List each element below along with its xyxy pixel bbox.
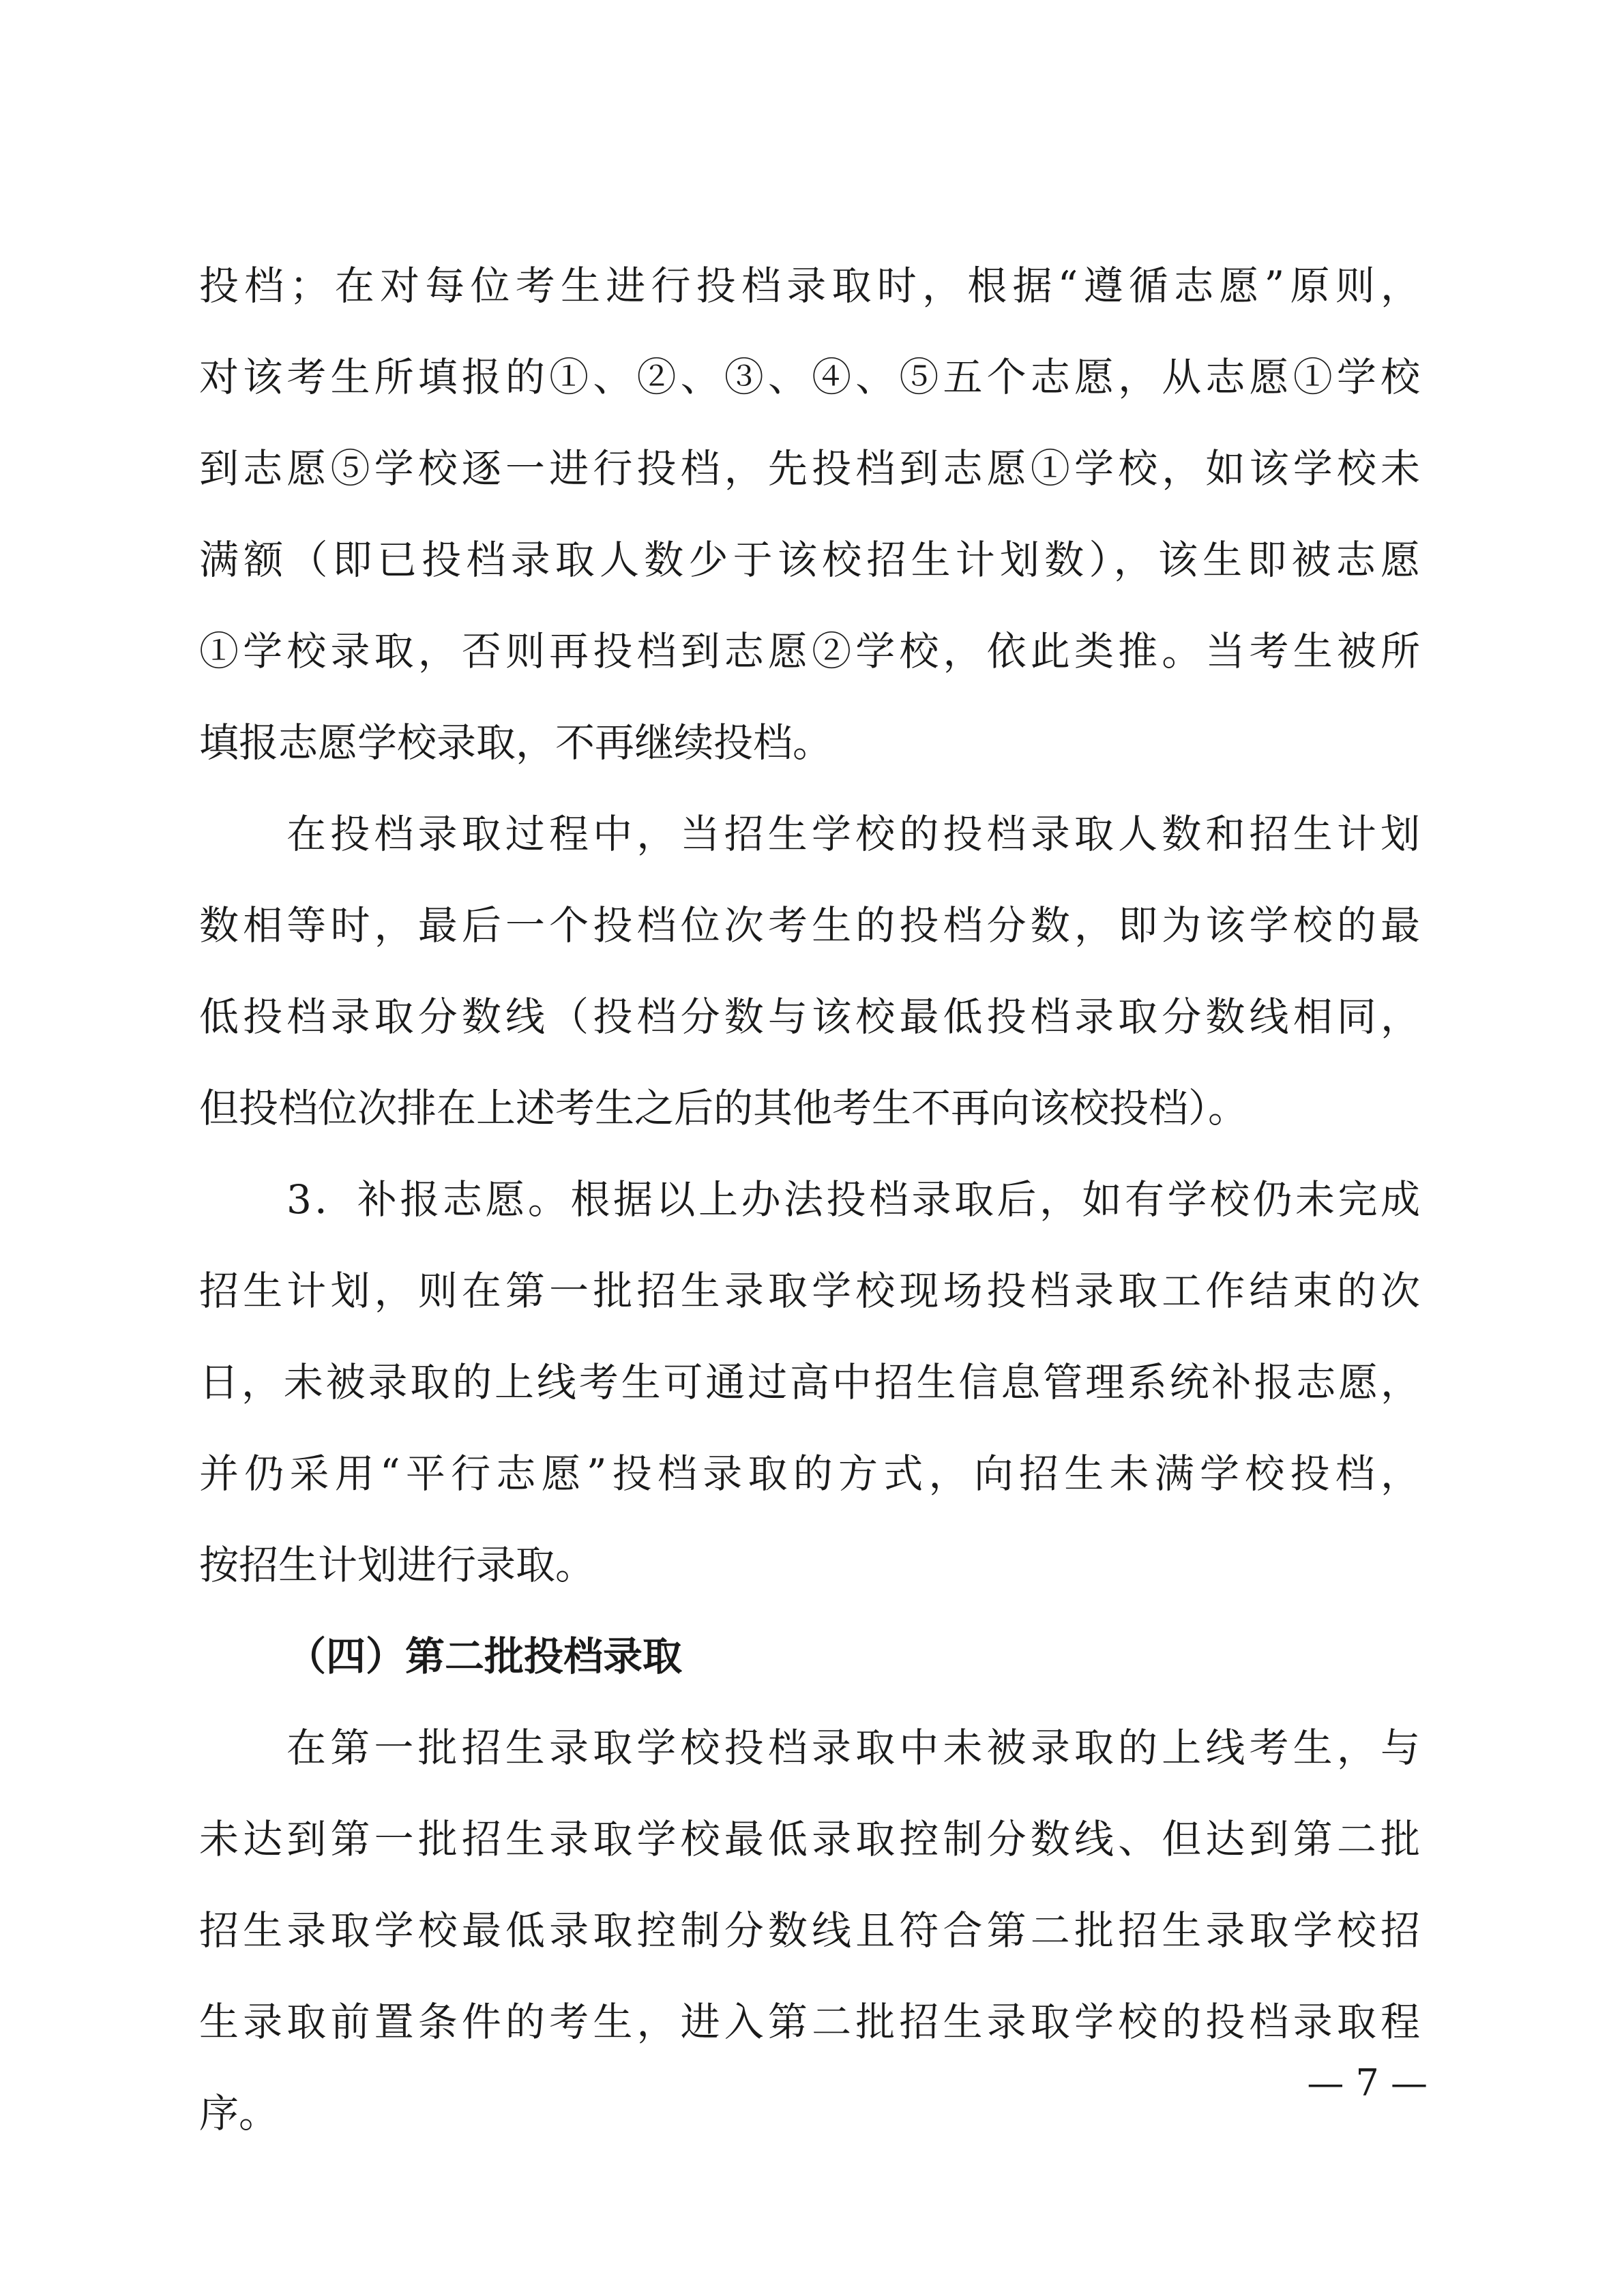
text-line: 生录取前置条件的考生，进入第二批招生录取学校的投档录取程: [199, 1999, 1420, 2045]
section-heading: （四）第二批投档录取: [286, 1633, 683, 1680]
paragraph-first-line: 在第一批招生录取学校投档录取中未被录取的上线考生，与: [286, 1725, 1420, 1771]
text-line: 日，未被录取的上线考生可通过高中招生信息管理系统补报志愿，: [199, 1359, 1420, 1405]
text-line: 低投档录取分数线（投档分数与该校最低投档录取分数线相同，: [199, 994, 1420, 1040]
text-line: 填报志愿学校录取，不再继续投档。: [199, 719, 833, 766]
text-line: 到志愿⑤学校逐一进行投档，先投档到志愿①学校，如该学校未: [199, 445, 1420, 492]
text-line: 投档；在对每位考生进行投档录取时，根据“遵循志愿”原则，: [199, 263, 1420, 309]
text-line: 招生计划，则在第一批招生录取学校现场投档录取工作结束的次: [199, 1268, 1420, 1314]
page-number: — 7 —: [1307, 2061, 1428, 2104]
paragraph-first-line: 3．补报志愿。根据以上办法投档录取后，如有学校仍未完成: [286, 1176, 1420, 1223]
text-line: 并仍采用“平行志愿”投档录取的方式，向招生未满学校投档，: [199, 1450, 1420, 1497]
text-line: 按招生计划进行录取。: [199, 1542, 595, 1588]
text-line: 但投档位次排在上述考生之后的其他考生不再向该校投档）。: [199, 1085, 1248, 1131]
text-line: ①学校录取，否则再投档到志愿②学校，依此类推。当考生被所: [199, 628, 1420, 674]
document-body: [199, 240, 1420, 2159]
paragraph-first-line: 在投档录取过程中，当招生学校的投档录取人数和招生计划: [286, 811, 1420, 857]
text-line: 满额（即已投档录取人数少于该校招生计划数），该生即被志愿: [199, 537, 1420, 583]
text-line: 对该考生所填报的①、②、③、④、⑤五个志愿，从志愿①学校: [199, 354, 1420, 400]
text-line: 招生录取学校最低录取控制分数线且符合第二批招生录取学校招: [199, 1907, 1420, 1954]
text-line: 数相等时，最后一个投档位次考生的投档分数，即为该学校的最: [199, 902, 1420, 949]
text-line: 未达到第一批招生录取学校最低录取控制分数线、但达到第二批: [199, 1816, 1420, 1862]
text-line: 序。: [199, 2090, 279, 2136]
